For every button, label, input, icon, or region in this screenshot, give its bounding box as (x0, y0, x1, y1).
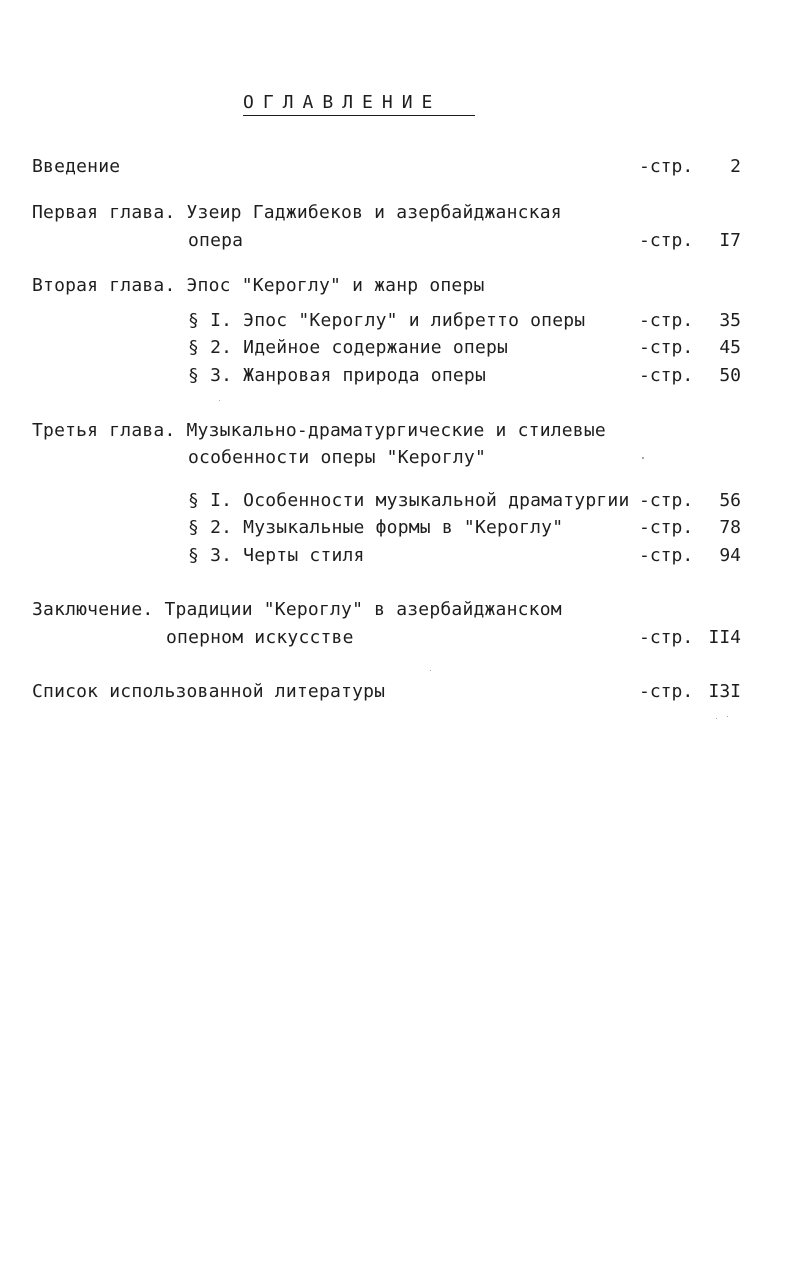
toc-entry-chapter-1: Первая глава. Узеир Гаджибеков и азербайджанская (32, 202, 562, 223)
toc-entry-introduction: Введение (32, 156, 121, 177)
page-label: -стр. (639, 490, 694, 511)
toc-entry-section: § 2. Музыкальные формы в "Кероглу" (188, 517, 564, 538)
toc-entry-bibliography: Список использованной литературы (32, 681, 386, 702)
page-label: -стр. (639, 365, 694, 386)
toc-entry-chapter-3: Третья глава. Музыкально-драматургические и стилевые (32, 420, 606, 441)
toc-entry-chapter-2: Вторая глава. Эпос "Кероглу" и жанр оперы (32, 275, 485, 296)
scan-speck (219, 400, 220, 401)
page-label: -стр. (639, 681, 694, 702)
page-label: -стр. (639, 156, 694, 177)
toc-entry-chapter-1-continued: опера (188, 230, 244, 251)
scan-speck (727, 716, 728, 717)
page-label: -стр. (639, 230, 694, 251)
page-label: -стр. (639, 545, 694, 566)
page-number: 35 (719, 310, 741, 331)
page-number: II4 (708, 627, 741, 648)
toc-entry-section: § I. Особенности музыкальной драматургии (188, 490, 630, 511)
page-label: -стр. (639, 517, 694, 538)
page-number: 56 (719, 490, 741, 511)
scan-speck (716, 718, 717, 719)
toc-entry-section: § 3. Черты стиля (188, 545, 365, 566)
scan-speck (642, 457, 644, 459)
toc-entry-section: § 3. Жанровая природа оперы (188, 365, 486, 386)
page-number: 94 (719, 545, 741, 566)
toc-entry-chapter-3-continued: особенности оперы "Кероглу" (188, 447, 486, 468)
toc-entry-section: § I. Эпос "Кероглу" и либретто оперы (188, 310, 586, 331)
page-label: -стр. (639, 337, 694, 358)
toc-entry-conclusion: Заключение. Традиции "Кероглу" в азербайджанском (32, 599, 562, 620)
page-number: 78 (719, 517, 741, 538)
page-label: -стр. (639, 310, 694, 331)
page-number: 2 (730, 156, 741, 177)
toc-entry-conclusion-continued: оперном искусстве (166, 627, 354, 648)
page-number: I3I (708, 681, 741, 702)
page-title: ОГЛАВЛЕНИЕ (243, 92, 475, 116)
scan-speck (430, 670, 431, 671)
page-label: -стр. (639, 627, 694, 648)
page-number: I7 (719, 230, 741, 251)
page-number: 45 (719, 337, 741, 358)
page-number: 50 (719, 365, 741, 386)
toc-entry-section: § 2. Идейное содержание оперы (188, 337, 509, 358)
